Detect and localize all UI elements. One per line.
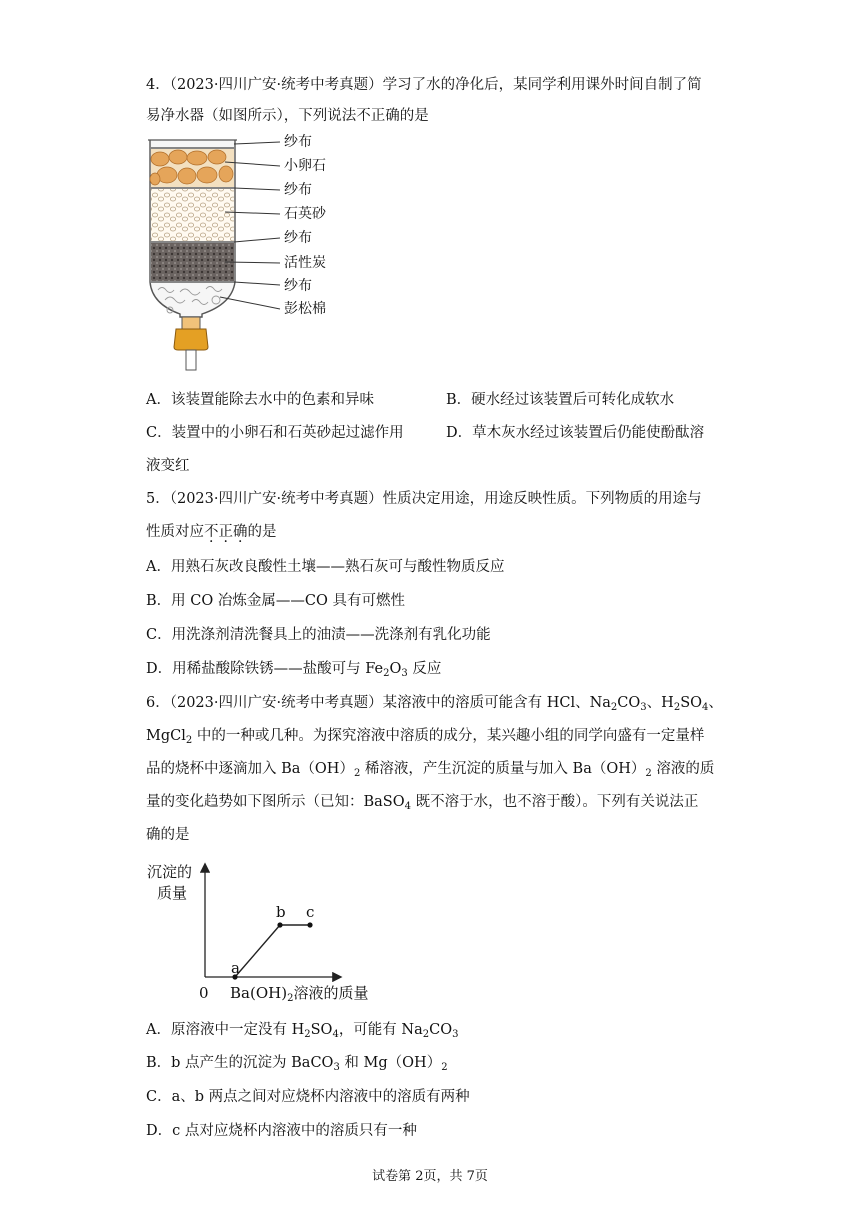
- q6-stem-line2: MgCl$_2$ 中的一种或几种。为探究溶液中溶质的成分，某兴趣小组的同学向盛有一定量样: [146, 728, 705, 746]
- chart-xlabel: $Ba(OH)_2$溶液的质量: [230, 984, 369, 1004]
- point-b: [277, 922, 282, 927]
- q5-option-c[interactable]: C．用洗涤剂清洗餐具上的油渍——洗涤剂有乳化功能: [146, 627, 491, 643]
- q4-option-a[interactable]: A．该装置能除去水中的色素和异味: [146, 392, 374, 408]
- q6-stem-line3: 品的烧杯中逐滴加入 $Ba(OH)_2$ 稀溶液，产生沉淀的质量与加入 $Ba(OH)_2$ 溶液的质: [146, 761, 715, 779]
- point-label-c: c: [306, 903, 315, 921]
- q6-option-c[interactable]: C．a、b 两点之间对应烧杯内溶液中的溶质有两种: [146, 1089, 470, 1105]
- label-cotton: 彭松棉: [284, 301, 326, 317]
- label-pebbles: 小卵石: [284, 158, 326, 174]
- q5-option-d[interactable]: D．用稀盐酸除铁锈——盐酸可与 $Fe_2O_3$ 反应: [146, 661, 442, 679]
- q4-option-c[interactable]: C．装置中的小卵石和石英砂起过滤作用: [146, 425, 404, 441]
- q6-stem-line4: 量的变化趋势如下图所示（已知：BaSO$_4$ 既不溶于水，也不溶于酸）。下列有关说法正: [146, 794, 699, 812]
- label-quartz-sand: 石英砂: [284, 206, 326, 222]
- q6-option-b[interactable]: B．b 点产生的沉淀为 BaCO$_3$ 和 $Mg(OH)_2$: [146, 1055, 448, 1073]
- precipitate-curve: [235, 925, 310, 977]
- q5-stem-line1: 5．（2023·四川广安·统考中考真题）性质决定用途，用途反映性质。下列物质的用途与: [146, 491, 702, 507]
- label-gauze-4: 纱布: [284, 278, 312, 294]
- q4-stem-line2: 易净水器（如图所示），下列说法不正确的是: [146, 108, 429, 124]
- point-label-b: b: [276, 903, 286, 921]
- page-footer: 试卷第 2页，共 7页: [372, 1169, 488, 1184]
- label-gauze-3: 纱布: [284, 230, 312, 246]
- q5-option-a[interactable]: A．用熟石灰改良酸性土壤——熟石灰可与酸性物质反应: [146, 559, 505, 575]
- q5-stem-line2: 性质对应不正确的是: [146, 524, 277, 540]
- q5-option-b[interactable]: B．用 CO 冶炼金属——CO 具有可燃性: [146, 593, 405, 609]
- q4-stem-line1: 4．（2023·四川广安·统考中考真题）学习了水的净化后，某同学利用课外时间自制了简: [146, 77, 702, 93]
- chart-ylabel-2: 质量: [157, 884, 188, 902]
- q6-option-d[interactable]: D．c 点对应烧杯内溶液中的溶质只有一种: [146, 1123, 417, 1139]
- point-c: [307, 922, 312, 927]
- q4-option-b[interactable]: B．硬水经过该装置后可转化成软水: [446, 392, 675, 408]
- point-label-a: a: [231, 959, 240, 977]
- label-gauze-1: 纱布: [284, 134, 312, 150]
- chart-origin-label: 0: [199, 984, 209, 1002]
- label-activated-carbon: 活性炭: [284, 255, 326, 271]
- q6-stem-line5: 确的是: [146, 827, 190, 843]
- q6-stem-line1: 6．（2023·四川广安·统考中考真题）某溶液中的溶质可能含有 HCl、$Na_2CO_3$、$H_2SO_4$、: [146, 695, 723, 713]
- chart-ylabel-1: 沉淀的: [147, 863, 193, 881]
- q6-option-a[interactable]: A．原溶液中一定没有 $H_2SO_4$，可能有 $Na_2CO_3$: [146, 1022, 459, 1040]
- q4-option-d-cont: 液变红: [146, 458, 190, 474]
- label-gauze-2: 纱布: [284, 182, 312, 198]
- q4-option-d[interactable]: D．草木灰水经过该装置后仍能使酚酞溶: [446, 425, 705, 441]
